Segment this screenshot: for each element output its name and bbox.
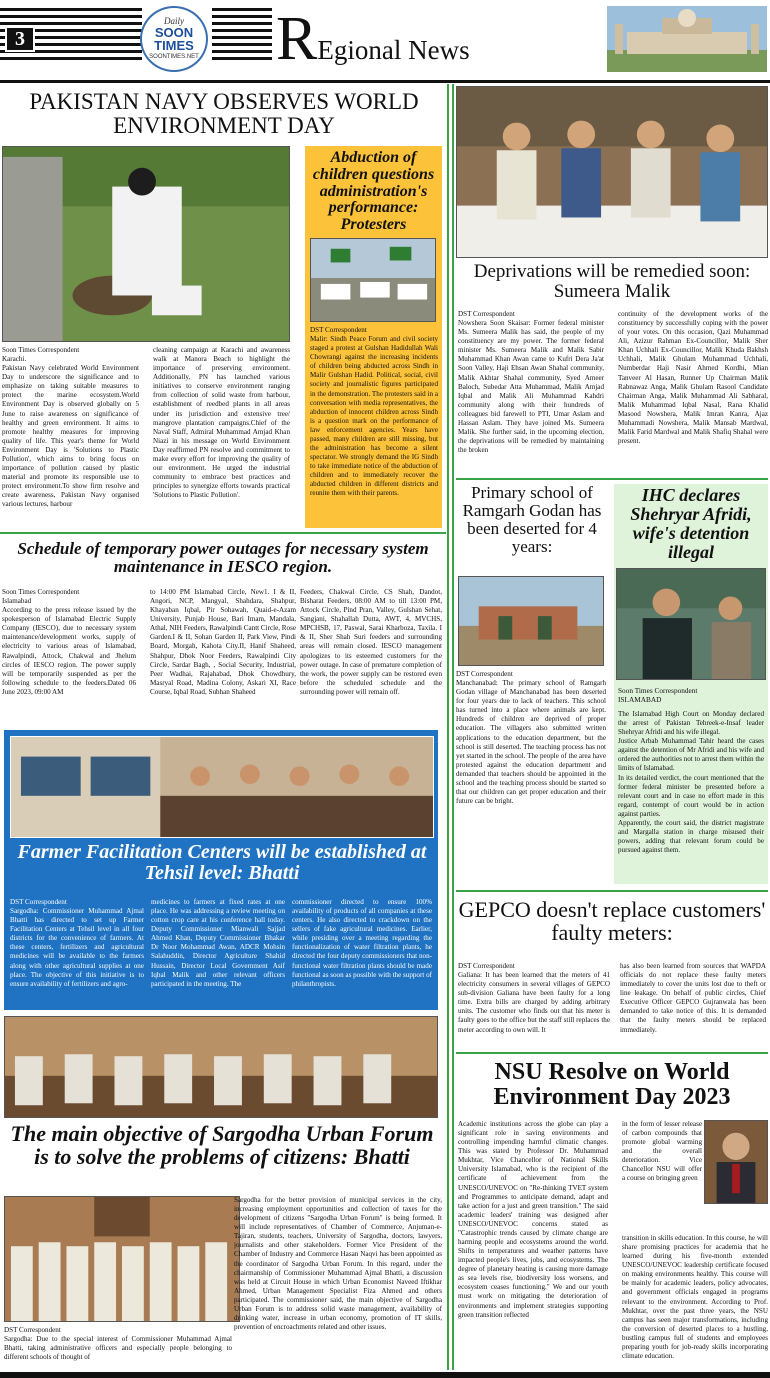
abduction-photo bbox=[310, 238, 436, 322]
nsu-vc-photo bbox=[704, 1120, 768, 1204]
abduction-body: DST Correspondent Malir: Sindh Peace Forum and civil society staged a protest at Gulshan Hadidullah Wali Chowrangi against the increasing incidents of children being abducted across Sindh in Malir Gulshan Hadid. Political, social, civil society and journalistic figures participated in the demonstration. The protesters said in a conversation with media representatives, the abduction of innocent children across Sindh is a question mark on the performance of law enforcement agencies. Years have passed, many children are still missing, but the administration has become a silent spectator. We strongly demand the IG Sindh to take immediate notice of the abduction of children and to immediately recover the abducted children in different districts and reunite them with their parents. bbox=[310, 326, 438, 498]
iesco-col3: Feeders, Chakwal Circle, CS Shah, Dandot, Bisharat Feeders, 08:00 AM to till 13:00 PM, Attock Circle, Pind Pran, Valley, Gulshan Sehat, Sangjani, Shahallah Dutta, AWT, 4, MVCHS, MPCHSB, 17, Paswal, Sarai Kharboza, Taxila. I & II, Sher Shah Suri feeders and surrounding areas will remain closed. IESCO management apologizes to its esteemed customers for the power outage. In case of premature completion of the work, the power supply can be restored even before the scheduled schedule and the surrounding power will remain off. bbox=[300, 588, 442, 696]
ihc-body: The Islamabad High Court on Monday declared the arrest of Pakistan Tehreek-e-Insaf leader Shehryar Afridi and his wife illegal. Justice Arbab Muhammad Tahir heard the cases against the detention of Mr Afridi and his wife and ordered the authorities not to arrest them within the limits of Islamabad. In its detailed verdict, the court mentioned that the former federal minister be presented before a relevant court and in case no effort made in this regard, contempt of court would be in action against parties. Apparently, the court said, the district magistrate and Margalla station in charge misused their powers, adding that relevant forum could be pursued against them. bbox=[618, 710, 764, 855]
school-photo bbox=[458, 576, 604, 666]
masthead bbox=[0, 0, 770, 84]
farmer-headline: Farmer Facilitation Centers will be established at Tehsil level: Bhatti bbox=[17, 841, 427, 884]
sargodha-col1: DST Correspondent Sargodha: Due to the special interest of Commissioner Muhammad Ajmal Bhatti, taking administrative officers and especially people belonging to different schools of thought of bbox=[4, 1326, 232, 1362]
masthead-stripes-right bbox=[212, 8, 272, 64]
masthead-building-photo bbox=[607, 6, 767, 72]
nsu-col2a: in the form of lesser release of carbon compounds that promote global warming and the overall deterioration. Vice Chancellor NSU will offer a course on bringing green bbox=[622, 1120, 702, 1183]
navy-col2: cleaning campaign at Karachi and awareness walk at Manora Beach to highlight the importance of preserving environment. Additionally, PN has launched various initiatives to conserve environment ranging from collection of solid waste from harbour, establishment of reedbed plants in all areas under its jurisdiction and extensive tree/ mangrove plantation campaigns.Chief of the Naval Staff, Admiral Muhammad Amjad Khan Niazi in his message on World Environment Day reaffirmed PN resolve and commitment to make every effort for improving the quality of our environment. He urged the industrial community to embrace best practices and principles to synergize efforts towards practical 'Solutions to Plastic Pollution'. bbox=[153, 346, 290, 500]
sargodha-col2: Sargodha for the better provision of municipal services in the city, increasing employment opportunities and collection of taxes for the development of citizens "Sargodha Urban Forum" is being formed. It will include representatives of Chamber of Commerce, Anjuman-e-Tajiran, students, teachers, University of Sargodha, doctors, lawyers, journalists and other stakeholders. Former Vice President of the Chamber of Industry and Commerce Hasan Naqvi has been appointed as the coordinator of Sargodha Urban Forum. In this regard, under the chairmanship of Commissioner Muhammad Ajmal Bhatti, a discussion was held at Circuit House in which Urban Economist Naveed Iftikhar Ahmed, Urban Management Specialist Fiza Ahmed and others participated. The commissioner said, the main objective of Sargodha Urban Forum is to address solid waste management, availability of drinking water, increase in urban economy, promotion of IT skills, prevention of encroachments related and other issues. bbox=[234, 1196, 442, 1332]
section-title bbox=[276, 5, 470, 73]
school-headline: Primary school of Ramgarh Godan has been deserted for 4 years: bbox=[462, 483, 602, 556]
page-number: 3 bbox=[15, 28, 25, 50]
sargodha-photo-group bbox=[4, 1196, 240, 1322]
ihc-byline: Soon Times Correspondent ISLAMABAD bbox=[618, 686, 698, 705]
sumeera-photo bbox=[456, 86, 768, 258]
ihc-headline: IHC declares Shehryar Afridi, wife's detention illegal bbox=[630, 485, 752, 562]
section-rest: Egional News bbox=[317, 35, 470, 65]
navy-headline: PAKISTAN NAVY OBSERVES WORLD ENVIRONMENT DAY bbox=[29, 89, 419, 139]
sargodha-photo-top bbox=[4, 1016, 438, 1118]
logo-main: SOON TIMES bbox=[154, 25, 194, 53]
gepco-headline: GEPCO doesn't replace customers' faulty meters: bbox=[458, 897, 766, 946]
section-initial: R bbox=[276, 5, 318, 73]
sumeera-col1: DST Correspondent Nowshera Soon Skaisar: Former federal minister Ms. Sumeera Malik has said, the people of my constituency are my power. The former federal minister Ms. Sumeera Malik and Malik Sabir Muhammad Khan Awan came to Kufri Dera Ja'at Soon Valley, Haji Ehsan Awan Shahal community, Malik Akhtar Shahal community, Syed Ameer Baloch, Subedar Atta Muhammad, Malik Amjad Iqbal and Malik Ali Muhammad Kahdri community along with their hundreds of colleagues bid farewell to PTI, Umar Aslam and Hassan Aslam. They have joined Ms. Sumeera Malik. She further said, in the upcoming election, the deprivations will be remedied by maintaining the broken bbox=[458, 310, 604, 455]
page-number-box bbox=[5, 26, 35, 52]
farmer-col2: medicines to farmers at fixed rates at one place. He was addressing a review meeting on cotton crop care at his conference hall today. Deputy Commissioner Mianwali Sajjad Ahmed Khan, Deputy Commissioner Bhakar Dr Noor Mohammad Awan, ADCR Mohsin Salahuddin, Director Agriculture Shahid Hussain, Director Local Government Asif Iqbal Malik and other relevant officers participated in the meeting. The bbox=[151, 898, 285, 988]
logo-top: Daily bbox=[164, 16, 184, 26]
iesco-col1: Soon Times Correspondent Islamabad According to the press release issued by the spokesperson of Islamabad Electric Supply Company (IESCO), due to necessary system maintenance/development works, supply of electricity to various areas of Islamabad, Rawalpindi, Attock, Chakwal and Jhelum circles of IESCO region. The power supply will be temporarily suspended as per the following schedule to the feeders.Dated 06 June 2023, 09:00 AM bbox=[2, 588, 136, 696]
nsu-headline: NSU Resolve on World Environment Day 2023 bbox=[493, 1059, 731, 1111]
nsu-col1: Academic institutions across the globe can play a significant role in saving environments and controlling impending harmful climatic changes. This was stated by Professor Dr. Muhammad Mukhtar, Vice Chancellor of National Skills University Islamabad, who is the recipient of the certificate of achievement from the UNESCO/UNEVOC on "Re-thinking TVET system and Programmes to anticipate demand, adapt and take action for a just and green transition." The said academic leaders' training was designed after UNESCO/UNEVOC concerns stated as "Catastrophic trends caused by climate change are harming people and ecosystems around the world. Shifts in temperatures and weather patterns have impacted people's lives, jobs, and ecosystems. The degree of planetary heating is causing more damage as sea levels rise, biodiversity loss worsens, and ecosystem ceases functioning." We and our youth must work on mitigating the deterioration of environments and implement strategies supporting green transition reflected bbox=[458, 1120, 608, 1319]
logo-bottom: SOONTIMES.NET bbox=[149, 54, 199, 60]
school-body: DST Correspondent Manchanabad: The primary school of Ramgarh Godan village of Manchanabad has been deserted for four years due to lack of teachers. This school has turned into a place where animals are kept. Hundreds of children are deprived of proper education. The villagers also submitted written applications to the education department, but the school is still deserted. The teaching process has not yet started in the school. The people of the area have protested against the education department and demanded that teachers should be appointed in the school and the teaching process should be started so that our children can get proper education and their future can be bright. bbox=[456, 670, 606, 806]
nsu-col2b: transition in skills education. In this course, he will share promising practices for academia that he learned during his five-month extended UNESCO/UNEVOC leadership certificate focused on making environments healthy. This course will be mainly for academic leaders, policy advocates, and government officials engaged in programs relevant to the environment. According to Prof. Mukhtar, over the past three years, the NSU campus has seen major transformations, including the conversion of deserted places to a hustling, bustling campus full of students and employees preparing youth for job-ready skills incorporating climate education. bbox=[622, 1234, 768, 1361]
ihc-photo bbox=[616, 568, 766, 680]
iesco-headline: Schedule of temporary power outages for necessary system maintenance in IESCO region. bbox=[17, 539, 429, 576]
abduction-headline: Abduction of children questions administration's performance: Protesters bbox=[312, 149, 435, 234]
farmer-col1: DST Correspondent Sargodha: Commissioner Muhammad Ajmal Bhatti has directed to set up Farmer Facilitation Centers at Tehsil level in all four districts for the convenience of farmers. At these centers, fertilizers and agricultural medicines will be available to the farmers along with other agricultural supplies at one place. The objective of this initiative is to ensure availability of fertilizers and agro- bbox=[10, 898, 144, 988]
sargodha-headline: The main objective of Sargodha Urban Forum is to solve the problems of citizens: Bhatti bbox=[10, 1121, 434, 1170]
gepco-col1: DST Correspondent Galiana: It has been learned that the meters of 41 electricity consumers in several villages of GEPCO sub-division Galiana have been faulty for a long time. Extra bills are charged by adding arbitrary units. The customer who finds out that his meter is faulty goes to the office but the staff still replaces the meter according to own will. It bbox=[458, 962, 610, 1034]
sumeera-col2: continuity of the development works of the constituency by successfully coping with the power of your votes. On this occasion, Qazi Muhammad Ali, Azizur Rahman Ex-Councillor, Malik Sher Khan Uchhali Ex-Councillor, Malik Khuda Bakhsh Uchhali, Malik Ghulam Muhammad Uchhali, Numberdar Haji Nasir Ahmed Kordhi, Mian Tanveer Al Hasan, Runner Up Chairman Malik Rabnawaz Anga, Malik Ghulam Rasool Candidate Chairman Anga, Malik Muhammad Ali Sabharal, Malik Muhammad Iqbal Nasal, Rana Khalid Masood Nowshera, Malik Imran Kanra, Ajaz Muhammadi Nowshera, Malik Mansab Mardwal, Malik Farid Mardwal and Malik Shafiq Shahal were present. bbox=[618, 310, 768, 446]
gepco-col2: has also been learned from sources that WAPDA officials do not replace these faulty meters immediately to cover the units lost due to theft or line leakage. On behalf of public circles, Chief Executive Officer GEPCO Gujranwala has been demanded to take notice of this. It is demanded that the faulty meters should be replaced immediately. bbox=[620, 962, 766, 1034]
navy-col1: Soon Times Correspondent Karachi. Pakistan Navy celebrated World Environment Day to underscore the significance and to emphasize on taking suitable measures to protect the marine ecosystem.World Environment Day is observed globally on 5 June to raise awareness on significance of healthy and green environment. It aims to promote healthy measures for improving quality of life. This year's theme for World Environment Day is 'Solutions to Plastic Pollution', which aims to bring focus on importance of pollution caused by plastic material and promote its responsible use to protect environment.To show firm resolve and create awareness, Pakistan Navy organised various lectures, harbour bbox=[2, 346, 139, 509]
farmer-col3: commissioner directed to ensure 100% availability of products of all companies at these centers. He also directed to crackdown on the sellers of fake agricultural medicines. Earlier, while presiding over a meeting regarding the functionalization of water filtration plants, he directed the four deputy commissioners that non-functional water filtration plants should be made functional as soon as possible with the support of philanthropists. bbox=[292, 898, 432, 988]
sumeera-headline: Deprivations will be remedied soon: Sumeera Malik bbox=[473, 261, 751, 302]
logo bbox=[140, 6, 208, 72]
farmer-photo bbox=[10, 736, 434, 838]
navy-photo bbox=[2, 146, 290, 342]
iesco-col2: to 14:00 PM Islamabad Circle, New1. I & II, Angori, NCP, Mangyal, Shahdara, Shahpur, Khayaban Iqbal, Pir Sohawah, Quaid-e-Azam University, Punjab House, Bari Imam, Mandala, Athal, NIH Feeders, Rawalpindi Cantt Circle, Rose Garden.I & II, Sohan Garden II, Park View, Pindi Board, Morgah, Kahota City.II, Hanif Shaheed, Shahpur, Dhok Noor Feeders, Rawalpindi City Circle, Sardar Bagh, , Social Security, Industrial, Peer Wadhai, Rajahabad, Dhok Chowdhury, Masryal Road, Madina Colony, Askari XI, Race Course, Iqbal Road, Subhan Shaheed bbox=[150, 588, 296, 696]
